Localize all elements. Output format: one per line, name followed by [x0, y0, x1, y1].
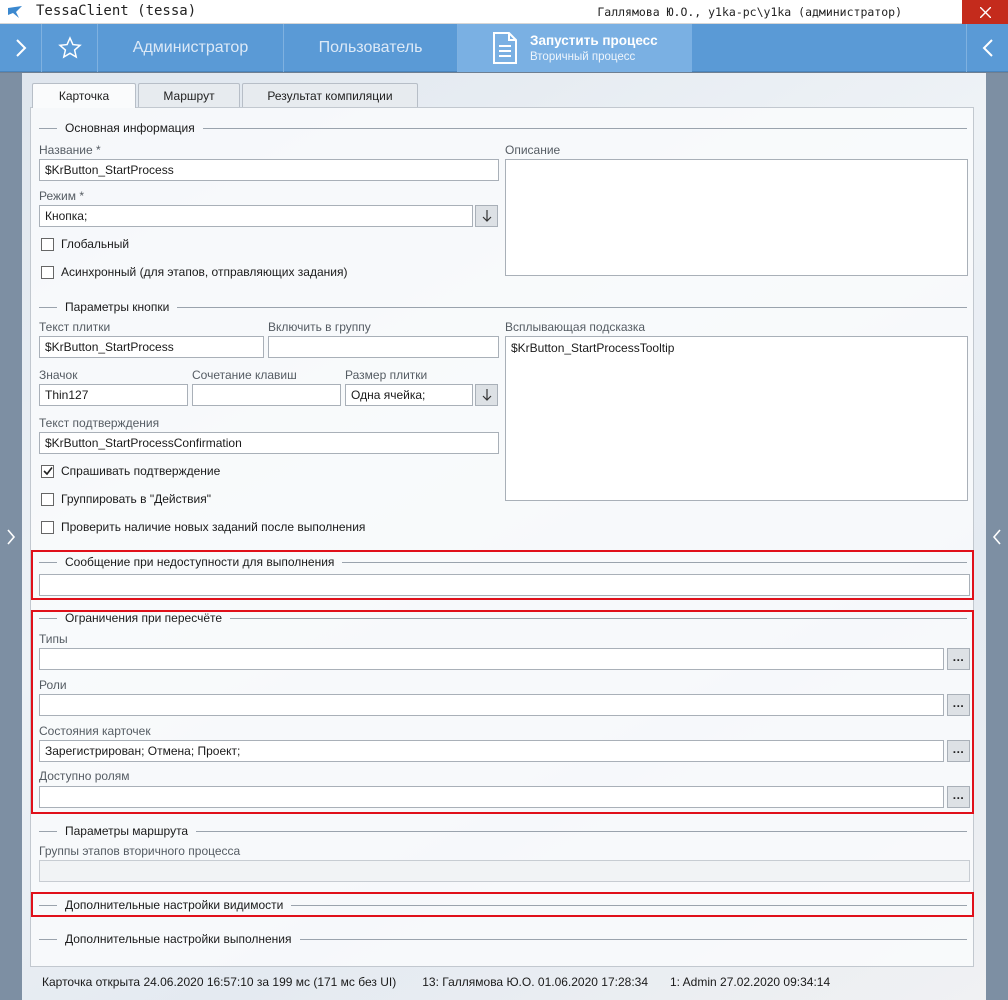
- chevron-right-icon: [15, 38, 27, 58]
- name-label: Название *: [39, 143, 101, 157]
- status-created: 1: Admin 27.02.2020 09:34:14: [670, 975, 831, 989]
- section-title: Ограничения при пересчёте: [65, 611, 223, 625]
- confirm-text-field[interactable]: $KrButton_StartProcessConfirmation: [39, 432, 499, 454]
- async-checkbox[interactable]: [41, 265, 347, 279]
- tab-compilation-result[interactable]: Результат компиляции: [242, 83, 418, 107]
- title-bar: [0, 0, 1008, 24]
- roles-field[interactable]: [39, 694, 944, 716]
- available-roles-label: Доступно ролям: [39, 769, 130, 783]
- section-unavailable-message: [39, 555, 967, 569]
- available-roles-field[interactable]: [39, 786, 944, 808]
- checkbox-box: [41, 493, 54, 506]
- collapse-right-button[interactable]: [966, 24, 1008, 72]
- close-button[interactable]: [962, 0, 1008, 24]
- checkbox-box: [41, 266, 54, 279]
- group-actions-label: Группировать в "Действия": [61, 492, 211, 506]
- mode-label: Режим *: [39, 189, 84, 203]
- types-field[interactable]: [39, 648, 944, 670]
- name-field[interactable]: $KrButton_StartProcess: [39, 159, 499, 181]
- tile-text-field[interactable]: $KrButton_StartProcess: [39, 336, 264, 358]
- arrow-down-icon: [482, 209, 492, 223]
- checkbox-box: [41, 238, 54, 251]
- tile-size-field[interactable]: Одна ячейка;: [345, 384, 473, 406]
- section-title: Параметры кнопки: [65, 300, 170, 314]
- checkbox-box: [41, 465, 54, 478]
- stage-groups-label: Группы этапов вторичного процесса: [39, 844, 241, 858]
- roles-browse-button[interactable]: ...: [947, 694, 970, 716]
- nav-tab-user[interactable]: Пользователь: [284, 24, 458, 72]
- section-extra-execution[interactable]: [39, 932, 967, 946]
- description-label: Описание: [505, 143, 561, 157]
- checkmark-icon: [43, 466, 53, 476]
- ask-confirm-checkbox[interactable]: [41, 464, 220, 478]
- left-panel-toggle[interactable]: [0, 73, 22, 1000]
- section-recalc-restrictions: [39, 611, 967, 625]
- content-area: [22, 73, 986, 1000]
- group-label: Включить в группу: [268, 320, 371, 334]
- hotkey-field[interactable]: [192, 384, 341, 406]
- section-title: Дополнительные настройки видимости: [65, 898, 284, 912]
- status-version: 13: Галлямова Ю.О. 01.06.2020 17:28:34: [422, 975, 648, 989]
- section-title: Основная информация: [65, 121, 195, 135]
- expand-left-button[interactable]: [0, 24, 42, 72]
- confirm-text-label: Текст подтверждения: [39, 416, 160, 430]
- status-bar: [30, 969, 974, 995]
- ask-confirm-label: Спрашивать подтверждение: [61, 464, 221, 478]
- current-user: Галлямова Ю.О., y1ka-pc\y1ka (администратор): [597, 5, 902, 19]
- group-field[interactable]: [268, 336, 499, 358]
- mode-field[interactable]: Кнопка;: [39, 205, 473, 227]
- check-tasks-label: Проверить наличие новых заданий после выполнения: [61, 520, 366, 534]
- tooltip-label: Всплывающая подсказка: [505, 320, 646, 334]
- types-label: Типы: [39, 632, 68, 646]
- window-title: TessaClient (tessa): [36, 3, 197, 19]
- available-roles-browse-button[interactable]: ...: [947, 786, 970, 808]
- section-title: Дополнительные настройки выполнения: [65, 932, 292, 946]
- stage-groups-field[interactable]: [39, 860, 970, 882]
- star-icon: [58, 36, 82, 60]
- close-icon: [980, 7, 991, 18]
- async-label: Асинхронный (для этапов, отправляющих задания): [61, 265, 348, 279]
- card-states-field[interactable]: Зарегистрирован; Отмена; Проект;: [39, 740, 944, 762]
- status-opened: Карточка открыта 24.06.2020 16:57:10 за 199 мс (171 мс без UI): [42, 975, 397, 989]
- description-field[interactable]: [505, 159, 968, 276]
- section-route-params: [39, 824, 967, 838]
- active-tab-subtitle: Вторичный процесс: [530, 51, 636, 63]
- section-title: Сообщение при недоступности для выполнения: [65, 555, 335, 569]
- top-navigation: [0, 24, 1008, 72]
- checkbox-box: [41, 521, 54, 534]
- nav-tab-start-process[interactable]: [458, 24, 692, 72]
- global-checkbox[interactable]: [41, 237, 129, 251]
- mode-dropdown-button[interactable]: [475, 205, 498, 227]
- unavailable-message-field[interactable]: [39, 574, 970, 596]
- hotkey-label: Сочетание клавиш: [192, 368, 297, 382]
- card-states-label: Состояния карточек: [39, 724, 151, 738]
- chevron-right-icon: [6, 528, 16, 546]
- chevron-left-icon: [992, 528, 1002, 546]
- tile-text-label: Текст плитки: [39, 320, 111, 334]
- section-extra-visibility[interactable]: [39, 898, 967, 912]
- icon-field[interactable]: Thin127: [39, 384, 188, 406]
- document-icon: [492, 32, 518, 64]
- tab-card[interactable]: Карточка: [32, 83, 136, 108]
- check-tasks-checkbox[interactable]: [41, 520, 365, 534]
- icon-label: Значок: [39, 368, 78, 382]
- section-main-info: [39, 121, 967, 135]
- section-title: Параметры маршрута: [65, 824, 189, 838]
- arrow-down-icon: [482, 388, 492, 402]
- tile-size-dropdown-button[interactable]: [475, 384, 498, 406]
- card-panel: [30, 107, 974, 967]
- tessa-logo-icon: [8, 6, 22, 18]
- chevron-left-icon: [982, 38, 994, 58]
- tab-route[interactable]: Маршрут: [138, 83, 240, 107]
- group-actions-checkbox[interactable]: [41, 492, 211, 506]
- nav-tab-administrator[interactable]: Администратор: [98, 24, 284, 72]
- section-button-params: [39, 300, 967, 314]
- favorites-button[interactable]: [42, 24, 98, 72]
- tooltip-field[interactable]: $KrButton_StartProcessTooltip: [505, 336, 968, 501]
- tile-size-label: Размер плитки: [345, 368, 428, 382]
- global-label: Глобальный: [61, 237, 130, 251]
- types-browse-button[interactable]: ...: [947, 648, 970, 670]
- active-tab-title: Запустить процесс: [530, 33, 658, 48]
- roles-label: Роли: [39, 678, 67, 692]
- card-states-browse-button[interactable]: ...: [947, 740, 970, 762]
- right-panel-toggle[interactable]: [986, 73, 1008, 1000]
